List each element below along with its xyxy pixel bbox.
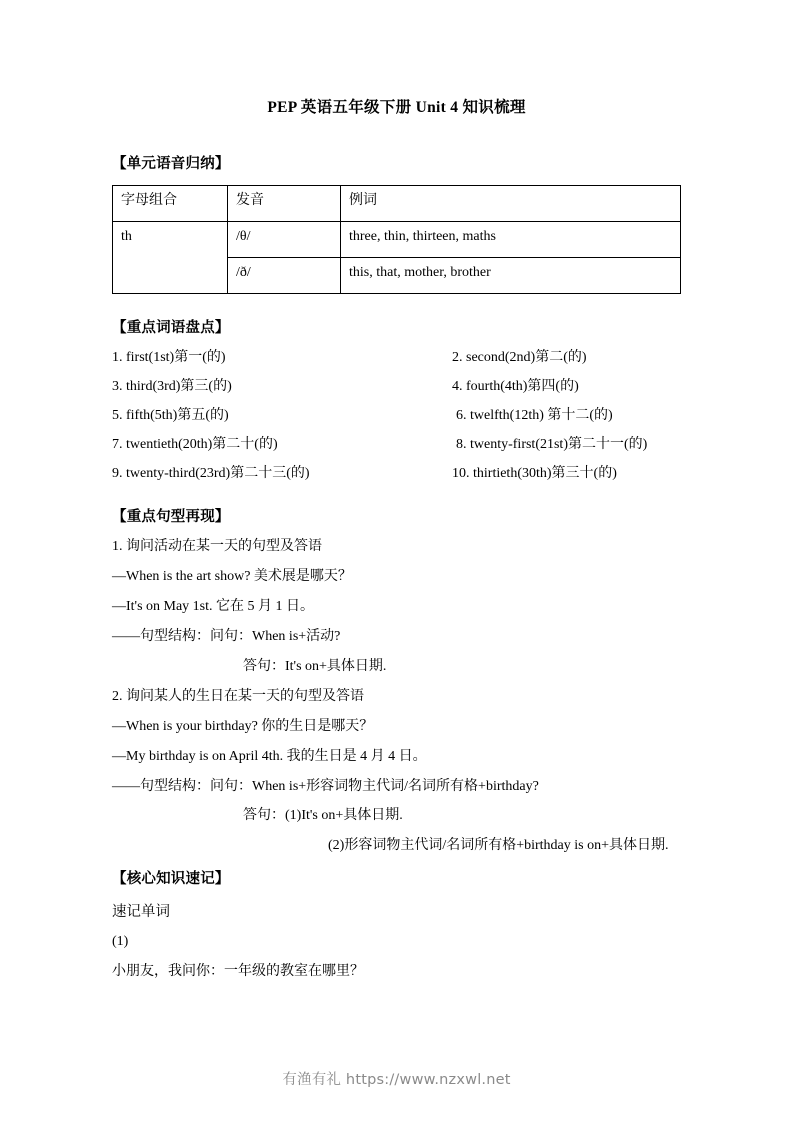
sentence-item2-question: —When is your birthday? 你的生日是哪天？ — [112, 718, 374, 734]
table-header-sound: 发音 — [228, 186, 341, 222]
vocabulary-item-8: 8. twenty-first(21st)第二十一(的) — [456, 436, 648, 452]
table-cell-words-theta: three, thin, thirteen, maths — [341, 222, 681, 258]
sentence-item1-structure-answer: 答句：It's on+具体日期. — [243, 659, 387, 675]
table-row — [113, 222, 681, 258]
core-item-text: 小朋友，我问你：一年级的教室在哪里？ — [112, 964, 364, 980]
sentence-section-heading: 【重点句型再现】 — [112, 509, 230, 526]
vocabulary-item-9: 9. twenty-third(23rd)第二十三(的) — [112, 465, 310, 481]
core-subheading: 速记单词 — [112, 904, 170, 921]
vocabulary-item-1: 1. first(1st)第一(的) — [112, 350, 226, 365]
table-header-letters: 字母组合 — [113, 186, 228, 222]
vocabulary-item-10: 10. thirtieth(30th)第三十(的) — [452, 465, 617, 481]
sentence-item2-title: 2. 询问某人的生日在某一天的句型及答语 — [112, 688, 364, 704]
sentence-item1-answer: —It's on May 1st. 它在 5 月 1 日。 — [112, 599, 315, 615]
core-section-heading: 【核心知识速记】 — [112, 871, 230, 888]
core-item-number: (1) — [112, 934, 129, 950]
table-header-row — [113, 186, 681, 222]
vocabulary-list — [112, 349, 684, 483]
sentence-item2-structure-question: ——句型结构：问句：When is+形容词物主代词/名词所有格+birthday? — [112, 778, 539, 794]
page-title: PEP 英语五年级下册 Unit 4 知识梳理 — [267, 99, 526, 116]
document-body — [112, 152, 684, 993]
sentence-item1-question: —When is the art show? 美术展是哪天？ — [112, 569, 352, 585]
vocabulary-item-7: 7. twentieth(20th)第二十(的) — [112, 436, 278, 452]
vocabulary-item-2: 2. second(2nd)第二(的) — [452, 350, 587, 365]
phonics-table — [112, 185, 681, 294]
watermark: 有渔有礼 https://www.nzxwl.net — [282, 1072, 511, 1088]
vocabulary-item-6: 6. twelfth(12th) 第十二(的) — [456, 407, 613, 423]
table-cell-letters-th: th — [113, 222, 228, 294]
vocabulary-item-5: 5. fifth(5th)第五(的) — [112, 407, 229, 423]
vocabulary-row — [112, 436, 684, 455]
vocabulary-item-4: 4. fourth(4th)第四(的) — [452, 378, 579, 394]
sentence-item2-structure-answer-2: (2)形容词物主代词/名词所有格+birthday is on+具体日期. — [328, 838, 669, 854]
sentence-item1-title: 1. 询问活动在某一天的句型及答语 — [112, 539, 322, 555]
table-cell-sound-theta: /θ/ — [228, 222, 341, 258]
phonics-section-heading: 【单元语音归纳】 — [112, 156, 230, 172]
vocabulary-item-3: 3. third(3rd)第三(的) — [112, 378, 232, 394]
vocabulary-row — [112, 465, 684, 484]
vocabulary-row — [112, 349, 684, 368]
vocabulary-row — [112, 407, 684, 426]
table-header-words: 例词 — [341, 186, 681, 222]
vocabulary-section-heading: 【重点词语盘点】 — [112, 320, 230, 336]
sentence-item2-structure-answer-1: 答句：(1)It's on+具体日期. — [243, 808, 403, 824]
table-cell-words-eth: this, that, mother, brother — [341, 258, 681, 294]
table-cell-sound-eth: /ð/ — [228, 258, 341, 294]
sentence-item1-structure-question: ——句型结构：问句：When is+活动? — [112, 629, 341, 645]
sentence-item2-answer: —My birthday is on April 4th. 我的生日是 4 月 4 日。 — [112, 748, 427, 764]
vocabulary-row — [112, 378, 684, 397]
